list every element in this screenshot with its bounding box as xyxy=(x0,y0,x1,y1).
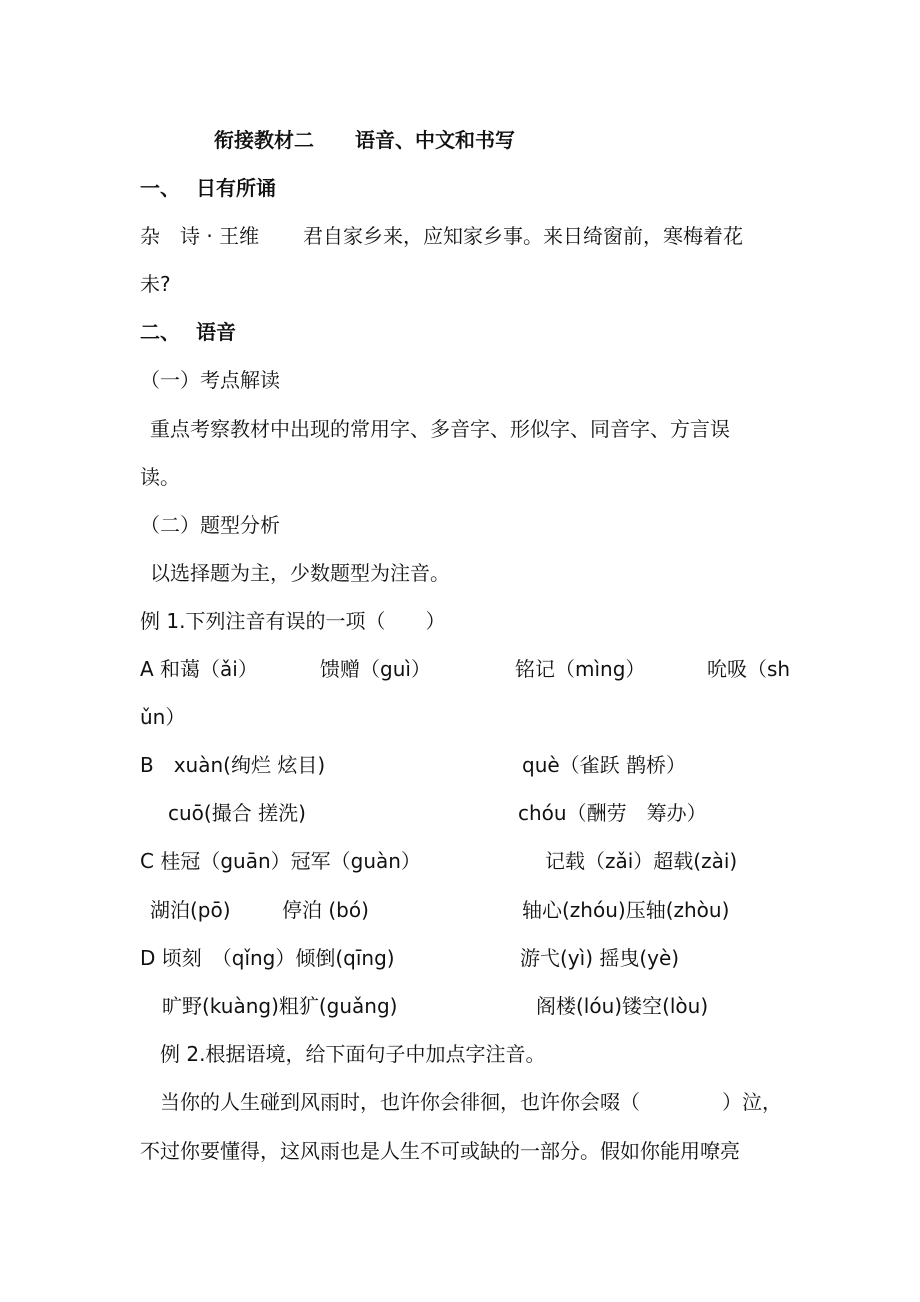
example1-question: 例 1.下列注音有误的一项（ ） xyxy=(140,609,446,633)
example2-question: 例 2.根据语境，给下面句子中加点字注音。 xyxy=(160,1042,546,1066)
sub2-text: 以选择题为主，少数题型为注音。 xyxy=(150,561,450,585)
title-left: 衔接教材二 xyxy=(214,128,314,152)
option-a-item3: 铭记（mìng） xyxy=(515,657,646,681)
option-c-item3: 湖泊(pō) xyxy=(150,898,231,922)
option-d-item3: 旷野(kuàng)粗犷(guǎng) xyxy=(162,994,398,1018)
option-d-item2: 游弋(yì) 摇曳(yè) xyxy=(520,946,680,970)
sub1-heading: （一）考点解读 xyxy=(140,368,280,392)
example2-text-line1-part2: ）泣， xyxy=(722,1090,782,1114)
option-d-item4: 阁楼(lóu)镂空(lòu) xyxy=(536,994,709,1018)
option-b-item1: B xuàn(绚烂 炫目) xyxy=(140,753,326,777)
title-right: 语音、中文和书写 xyxy=(355,128,515,152)
option-a-item4-part1: 吮吸（sh xyxy=(707,657,791,681)
option-c-item5: 轴心(zhóu)压轴(zhòu) xyxy=(522,898,730,922)
section2-heading: 语音 xyxy=(196,320,236,344)
sub1-text-line1: 重点考察教材中出现的常用字、多音字、形似字、同音字、方言误 xyxy=(150,417,730,441)
section2-number: 二、 xyxy=(140,320,180,344)
option-b-item4: chóu（酬劳 筹办） xyxy=(518,801,707,825)
example2-text-line2: 不过你要懂得，这风雨也是人生不可或缺的一部分。假如你能用嘹亮 xyxy=(140,1139,740,1163)
sub2-heading: （二）题型分析 xyxy=(140,513,280,537)
option-b-item2: què（雀跃 鹊桥） xyxy=(522,753,687,777)
option-a-item4-part2: ǔn） xyxy=(140,705,186,729)
section1-heading: 日有所诵 xyxy=(196,176,276,200)
option-a-item1: A 和蔼（ǎi） xyxy=(140,657,258,681)
poem-text-line2: 未? xyxy=(140,272,171,296)
poem-text-line1: 君自家乡来，应知家乡事。来日绮窗前，寒梅着花 xyxy=(303,224,743,248)
section1-number: 一、 xyxy=(140,176,180,200)
option-c-item4: 停泊 (bó) xyxy=(282,898,369,922)
option-c-item2: 记载（zǎi）超载(zài) xyxy=(545,849,738,873)
example2-text-line1-part1: 当你的人生碰到风雨时，也许你会徘徊，也许你会啜（ xyxy=(160,1090,640,1114)
option-a-item2: 馈赠（guì） xyxy=(320,657,431,681)
poem-label: 杂 诗 · 王维 xyxy=(140,224,260,248)
option-c-item1: C 桂冠（guān）冠军（guàn） xyxy=(140,849,421,873)
option-d-item1: D 顷刻 （qǐng）倾倒(qīng) xyxy=(140,946,395,970)
option-b-item3: cuō(撮合 搓洗) xyxy=(168,801,306,825)
sub1-text-line2: 读。 xyxy=(140,465,180,489)
